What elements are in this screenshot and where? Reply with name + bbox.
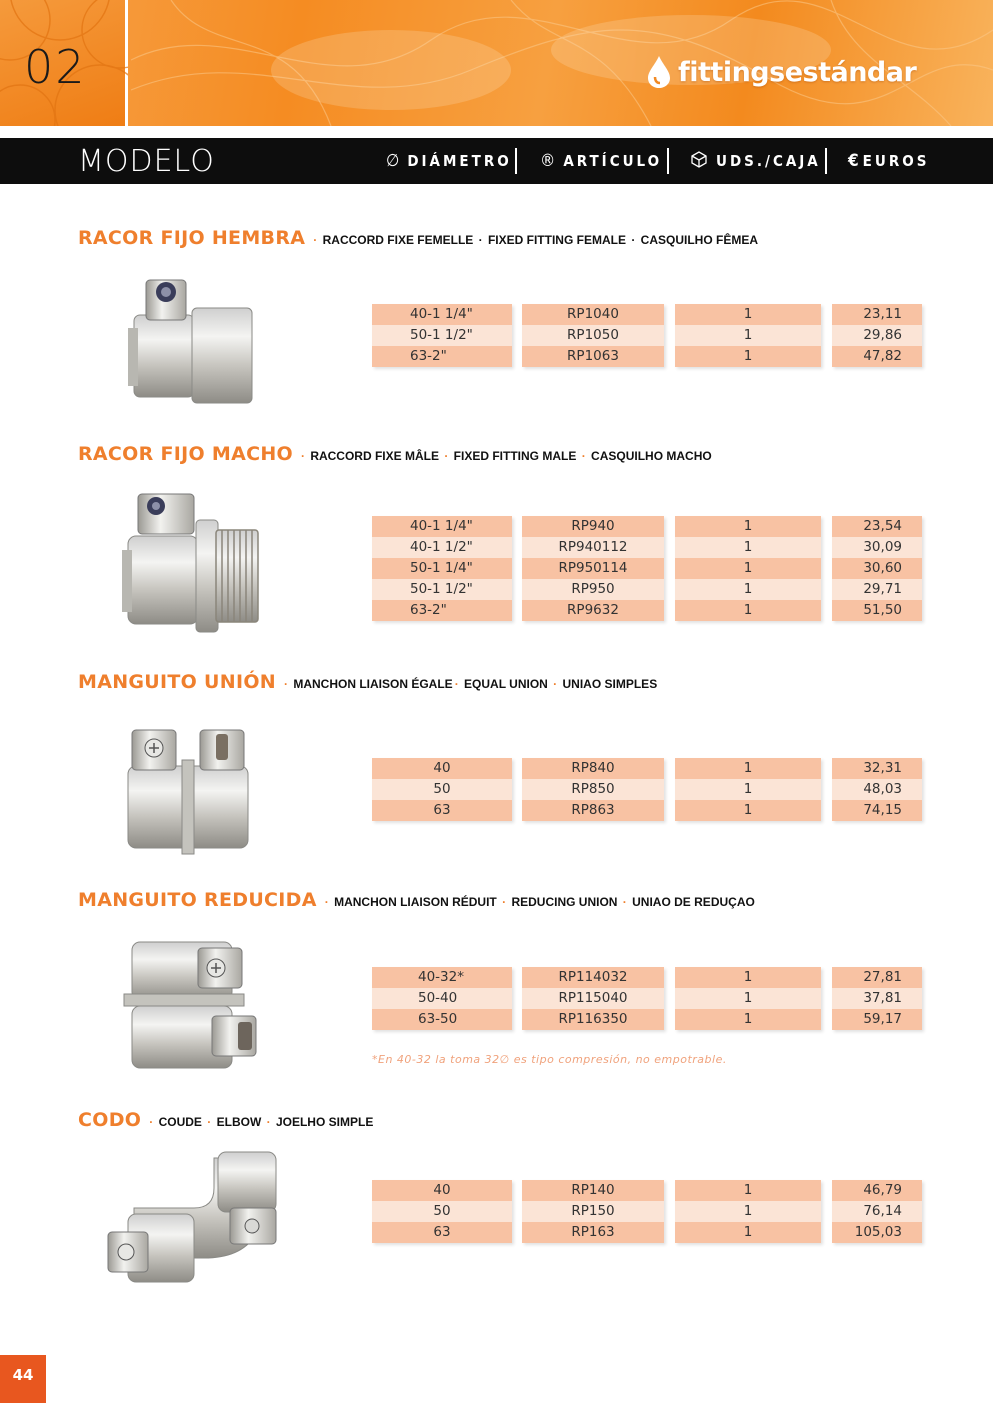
section-title-manguito-union	[78, 671, 657, 693]
table-cell: 105,03	[832, 1222, 922, 1243]
price-column	[832, 758, 922, 821]
product-image-racor-fijo-hembra	[126, 270, 256, 410]
table-cell: 1	[675, 1180, 821, 1201]
table-cell: 50-1 1/2"	[372, 579, 512, 600]
table-cell: 40-1 1/4"	[372, 304, 512, 325]
table-cell: RP950	[522, 579, 664, 600]
table-cell: 40	[372, 1180, 512, 1201]
page-number: 44	[0, 1355, 46, 1403]
section-translations: · COUDE · ELBOW · JOELHO SIMPLE	[149, 1115, 374, 1129]
table-cell: 1	[675, 988, 821, 1009]
table-cell: RP163	[522, 1222, 664, 1243]
model-label: MODELO	[78, 144, 215, 179]
article-column	[522, 758, 664, 821]
product-image-racor-fijo-macho	[118, 488, 268, 636]
table-cell: 50	[372, 1201, 512, 1222]
column-header-diameter	[386, 138, 512, 184]
table-cell: RP1050	[522, 325, 664, 346]
table-cell: 1	[675, 800, 821, 821]
table-cell: RP9632	[522, 600, 664, 621]
table-cell: 29,86	[832, 325, 922, 346]
diameter-column	[372, 967, 512, 1030]
section-translations: · MANCHON LIAISON ÉGALE · EQUAL UNION · UNIAO SIMPLES	[284, 677, 658, 691]
table-cell: RP863	[522, 800, 664, 821]
diameter-column	[372, 304, 512, 367]
footnote: *En 40-32 la toma 32∅ es tipo compresión, no empotrable.	[372, 1053, 727, 1066]
table-cell: 40-1 1/4"	[372, 516, 512, 537]
column-divider	[515, 148, 517, 174]
table-cell: 1	[675, 325, 821, 346]
column-divider	[667, 148, 669, 174]
table-cell: RP840	[522, 758, 664, 779]
brand-name: fittingsestándar	[678, 56, 917, 88]
diameter-column	[372, 516, 512, 621]
column-label: UDS./CAJA	[716, 152, 821, 170]
article-column	[522, 967, 664, 1030]
article-column	[522, 516, 664, 621]
table-cell: 32,31	[832, 758, 922, 779]
section-name: MANGUITO UNIÓN	[78, 671, 276, 693]
column-label: ARTÍCULO	[563, 152, 663, 170]
table-cell: 74,15	[832, 800, 922, 821]
product-image-codo	[104, 1148, 284, 1288]
table-cell: 37,81	[832, 988, 922, 1009]
table-cell: 29,71	[832, 579, 922, 600]
units-column	[675, 516, 821, 621]
column-divider	[825, 148, 827, 174]
section-translations: · MANCHON LIAISON RÉDUIT · REDUCING UNION · UNIAO DE REDUÇAO	[324, 895, 755, 909]
table-cell: 1	[675, 516, 821, 537]
column-header-euros	[848, 138, 929, 184]
table-cell: 46,79	[832, 1180, 922, 1201]
table-cell: 63-50	[372, 1009, 512, 1030]
table-cell: RP1040	[522, 304, 664, 325]
section-name: RACOR FIJO HEMBRA	[78, 227, 306, 249]
table-cell: 1	[675, 1222, 821, 1243]
section-title-racor-fijo-macho	[78, 443, 712, 465]
section-title-codo	[78, 1109, 373, 1131]
article-column	[522, 304, 664, 367]
section-translations: · RACCORD FIXE FEMELLE · FIXED FITTING FEMALE · CASQUILHO FÊMEA	[313, 233, 758, 247]
price-column	[832, 304, 922, 367]
table-cell: 63	[372, 1222, 512, 1243]
table-cell: RP940112	[522, 537, 664, 558]
table-cell: 1	[675, 304, 821, 325]
table-cell: 1	[675, 558, 821, 579]
table-header-bar	[0, 138, 993, 184]
table-cell: 1	[675, 1009, 821, 1030]
table-cell: RP940	[522, 516, 664, 537]
table-cell: RP1063	[522, 346, 664, 367]
box-icon	[690, 150, 708, 173]
table-cell: 59,17	[832, 1009, 922, 1030]
table-cell: RP950114	[522, 558, 664, 579]
price-column	[832, 967, 922, 1030]
table-cell: 1	[675, 346, 821, 367]
chapter-number: 02	[24, 40, 87, 94]
euro-icon: €	[848, 151, 859, 171]
section-title-racor-fijo-hembra	[78, 227, 758, 249]
units-column	[675, 758, 821, 821]
diameter-column	[372, 1180, 512, 1243]
diameter-column	[372, 758, 512, 821]
table-cell: 27,81	[832, 967, 922, 988]
header-banner	[0, 0, 993, 126]
column-header-article	[540, 138, 662, 184]
table-cell: 1	[675, 758, 821, 779]
table-cell: 47,82	[832, 346, 922, 367]
table-cell: 23,54	[832, 516, 922, 537]
table-cell: 1	[675, 1201, 821, 1222]
drop-icon	[646, 55, 672, 89]
table-cell: 1	[675, 537, 821, 558]
table-cell: 30,60	[832, 558, 922, 579]
table-cell: 51,50	[832, 600, 922, 621]
table-cell: 63-2"	[372, 346, 512, 367]
table-cell: RP116350	[522, 1009, 664, 1030]
price-column	[832, 1180, 922, 1243]
table-cell: 23,11	[832, 304, 922, 325]
registered-icon: ®	[540, 151, 556, 171]
table-cell: 30,09	[832, 537, 922, 558]
section-name: MANGUITO REDUCIDA	[78, 889, 317, 911]
price-column	[832, 516, 922, 621]
section-name: RACOR FIJO MACHO	[78, 443, 293, 465]
table-cell: 50-1 1/4"	[372, 558, 512, 579]
section-translations: · RACCORD FIXE MÂLE · FIXED FITTING MALE · CASQUILHO MACHO	[300, 449, 712, 463]
brand-logo	[646, 52, 916, 92]
table-cell: RP150	[522, 1201, 664, 1222]
product-image-manguito-reducida	[118, 936, 268, 1076]
units-column	[675, 1180, 821, 1243]
chapter-tab	[0, 0, 128, 126]
table-cell: 76,14	[832, 1201, 922, 1222]
units-column	[675, 967, 821, 1030]
table-cell: 48,03	[832, 779, 922, 800]
table-cell: RP850	[522, 779, 664, 800]
column-header-units	[690, 138, 821, 184]
units-column	[675, 304, 821, 367]
table-cell: 50-40	[372, 988, 512, 1009]
table-cell: 40-32*	[372, 967, 512, 988]
product-image-manguito-union	[118, 726, 258, 856]
table-cell: 1	[675, 779, 821, 800]
column-label: DIÁMETRO	[407, 152, 512, 170]
section-name: CODO	[78, 1109, 142, 1131]
table-cell: 40-1 1/2"	[372, 537, 512, 558]
table-cell: 1	[675, 967, 821, 988]
table-cell: 1	[675, 579, 821, 600]
article-column	[522, 1180, 664, 1243]
table-cell: 50	[372, 779, 512, 800]
table-cell: RP115040	[522, 988, 664, 1009]
table-cell: 1	[675, 600, 821, 621]
table-cell: RP140	[522, 1180, 664, 1201]
table-cell: RP114032	[522, 967, 664, 988]
diameter-icon: ∅	[386, 151, 400, 171]
column-label: EUROS	[862, 152, 930, 170]
table-cell: 50-1 1/2"	[372, 325, 512, 346]
table-cell: 40	[372, 758, 512, 779]
section-title-manguito-reducida	[78, 889, 755, 911]
table-cell: 63-2"	[372, 600, 512, 621]
table-cell: 63	[372, 800, 512, 821]
